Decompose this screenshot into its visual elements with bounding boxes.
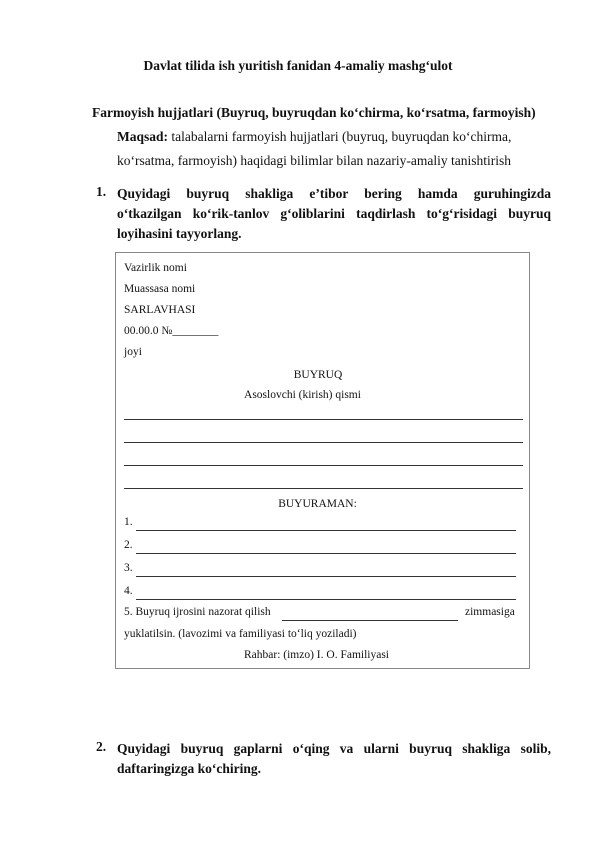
- item-4-line: [136, 599, 516, 600]
- intro-line-1: [124, 419, 523, 420]
- intro-line-4: [124, 488, 523, 489]
- item-1-label: 1.: [124, 516, 133, 528]
- task-1-line-3: loyihasini tayyorlang.: [117, 226, 242, 241]
- intro-line-2: [124, 442, 523, 443]
- goal-line-1: [117, 129, 511, 145]
- item-5-end: zimmasiga: [465, 606, 515, 618]
- intro-line-3: [124, 465, 523, 466]
- ministry-name: Vazirlik nomi: [124, 262, 187, 274]
- task-2-text: [117, 739, 551, 779]
- goal-text-1: talabalarni farmoyish hujjatlari (buyruq, buyruqdan ko‘chirma,: [171, 129, 512, 144]
- item-2-line: [136, 553, 516, 554]
- form-heading: SARLAVHASI: [124, 304, 196, 316]
- section-subtitle: Farmoyish hujjatlari (Buyruq, buyruqdan ko‘chirma, ko‘rsatma, farmoyish): [92, 105, 536, 120]
- institution-name: Muassasa nomi: [124, 283, 196, 295]
- task-1-line-1: Quyidagi buyruq shakliga e’tibor bering hamda guruhingizda: [117, 186, 551, 201]
- task-2-line-2: daftaringizga ko‘chiring.: [117, 761, 261, 776]
- item-5-line: [282, 620, 458, 621]
- page-title: Davlat tilida ish yuritish fanidan 4-amaliy mashg‘ulot: [143, 58, 453, 73]
- task-2-line-1: Quyidagi buyruq gaplarni o‘qing va ularni buyruq shakliga solib,: [117, 741, 551, 756]
- task-1: [96, 184, 551, 246]
- item-2-label: 2.: [124, 539, 133, 551]
- signature-line: Rahbar: (imzo) I. O. Familiyasi: [244, 649, 389, 661]
- goal-label: Maqsad:: [117, 129, 169, 144]
- task-1-number: 1.: [96, 184, 107, 199]
- item-5-start: 5. Buyruq ijrosini nazorat qilish: [124, 606, 271, 618]
- item-5-continuation: yuklatilsin. (lavozimi va familiyasi to‘liq yoziladi): [124, 628, 357, 640]
- task-2: [96, 739, 551, 781]
- decree-heading: BUYURAMAN:: [278, 498, 357, 510]
- date-number: 00.00.0 №________: [124, 325, 219, 337]
- goal-text-2: ko‘rsatma, farmoyish) haqidagi bilimlar bilan nazariy-amaliy tanishtirish: [117, 153, 512, 168]
- task-1-text: [117, 184, 551, 244]
- task-1-line-2: o‘tkazilgan ko‘rik-tanlov g‘oliblarini taqdirlash to‘g‘risidagi buyruq: [117, 206, 551, 221]
- order-form-template: [115, 252, 530, 669]
- item-3-label: 3.: [124, 562, 133, 574]
- item-1-line: [136, 530, 516, 531]
- task-2-number: 2.: [96, 739, 107, 754]
- item-4-label: 4.: [124, 585, 133, 597]
- doc-type: BUYRUQ: [293, 369, 343, 381]
- place: joyi: [124, 346, 142, 358]
- intro-label: Asoslovchi (kirish) qismi: [244, 389, 361, 401]
- item-3-line: [136, 576, 516, 577]
